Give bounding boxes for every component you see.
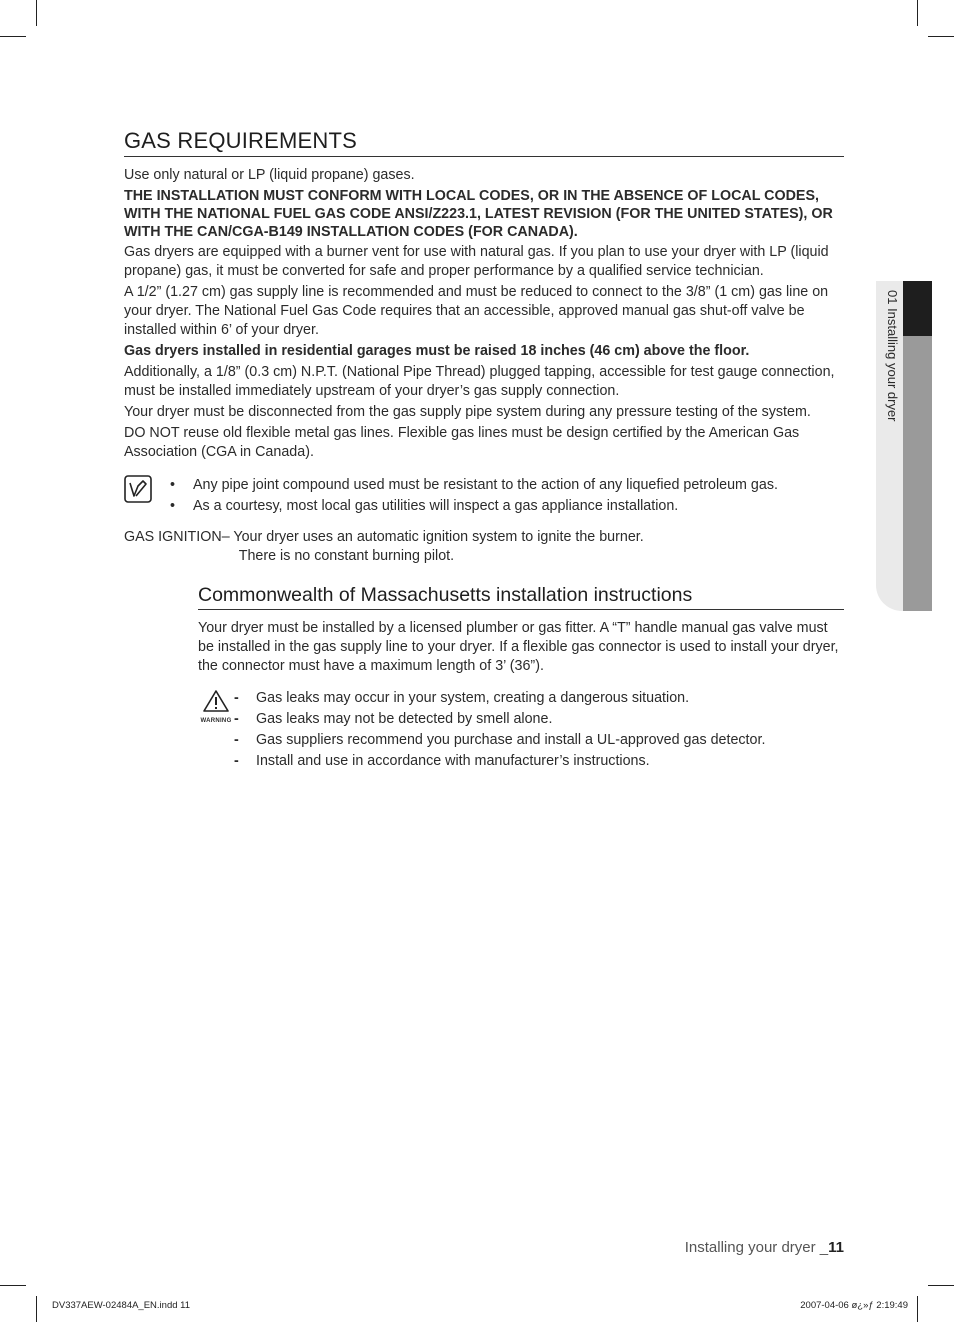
crop-mark	[0, 1285, 26, 1286]
page-footer	[685, 1239, 844, 1256]
tapping-paragraph: Additionally, a 1/8” (0.3 cm) N.P.T. (National Pipe Thread) plugged tapping, accessible for test gauge connection, must be installed immediately upstream of your dryer’s gas supply connection.	[124, 364, 835, 399]
lp-paragraph: Gas dryers are equipped with a burner vent for use with natural gas. If you plan to use your dryer with LP (liquid propane) gas, it must be converted for safe and proper performance by a qualified service technician.	[124, 244, 829, 279]
code-notice: THE INSTALLATION MUST CONFORM WITH LOCAL CODES, OR IN THE ABSENCE OF LOCAL CODES, WITH THE NATIONAL FUEL GAS CODE ANSI/Z223.1, LATEST REVISION (FOR THE UNITED STATES), OR WITH THE CAN/CGA-B149 INSTALLATION CODES (FOR CANADA).	[124, 188, 833, 240]
crop-mark	[36, 0, 37, 26]
page-title: GAS REQUIREMENTS	[124, 128, 844, 157]
massachusetts-paragraph: Your dryer must be installed by a licensed plumber or gas fitter. A “T” handle manual gas valve must be installed in the gas supply line to your dryer. If a flexible gas connector is used to install your dryer, the connector must have a maximum length of 3’ (36”).	[198, 620, 839, 674]
supply-line-paragraph: A 1/2” (1.27 cm) gas supply line is recommended and must be reduced to connect to the 3/8” (1 cm) gas line on your dryer. The National Fuel Gas Code requires that an accessible, approved manual gas shut-off valve be installed within 6’ of your dryer.	[124, 284, 829, 338]
crop-mark	[917, 1296, 918, 1322]
do-not-text: reuse old flexible metal gas lines. Flexible gas lines must be design certified by the American Gas Association (CGA in Canada).	[124, 425, 800, 460]
list-item: - Gas leaks may not be detected by smell alone.	[234, 709, 765, 730]
chapter-tab-strip	[903, 336, 932, 611]
warning-list	[234, 688, 765, 772]
gas-ignition-label: GAS IGNITION	[124, 529, 222, 545]
crop-mark	[928, 1285, 954, 1286]
warning-symbol	[198, 688, 234, 772]
page-number: 11	[828, 1239, 844, 1256]
massachusetts-section	[198, 584, 844, 772]
list-item: • Any pipe joint compound used must be resistant to the action of any liquefied petroleum gas.	[170, 475, 778, 496]
crop-mark	[917, 0, 918, 26]
list-item: - Gas leaks may occur in your system, creating a dangerous situation.	[234, 688, 765, 709]
chapter-tab-marker	[903, 281, 932, 336]
footer-text: Installing your dryer _	[684, 1239, 829, 1256]
list-item: - Install and use in accordance with manufacturer’s instructions.	[234, 751, 765, 772]
disconnect-paragraph: Your dryer must be disconnected from the gas supply pipe system during any pressure testing of the system.	[124, 404, 811, 420]
do-not-paragraph	[124, 424, 844, 462]
warning-box	[198, 688, 844, 772]
list-item: • As a courtesy, most local gas utilities will inspect a gas appliance installation.	[170, 496, 778, 517]
page-content	[124, 128, 844, 772]
warning-label: WARNING	[200, 718, 232, 724]
note-box	[124, 475, 844, 517]
gas-ignition	[124, 528, 844, 566]
gas-ignition-line1: – Your dryer uses an automatic ignition system to ignite the burner.	[221, 529, 644, 545]
slug-file-info: DV337AEW-02484A_EN.indd 11	[52, 1300, 191, 1311]
do-not-label: DO NOT	[124, 425, 180, 441]
crop-mark	[36, 1296, 37, 1322]
crop-mark	[0, 36, 26, 37]
gas-ignition-line2: There is no constant burning pilot.	[238, 548, 455, 564]
chapter-tab-label: 01 Installing your dryer	[885, 290, 900, 422]
list-item: - Gas suppliers recommend you purchase and install a UL-approved gas detector.	[234, 730, 765, 751]
slug-timestamp: 2007-04-06 ø¿»ƒ 2:19:49	[800, 1300, 908, 1311]
warning-triangle-icon	[203, 690, 229, 712]
garage-notice: Gas dryers installed in residential garages must be raised 18 inches (46 cm) above the floor.	[124, 343, 750, 359]
crop-mark	[928, 36, 954, 37]
section-heading: Commonwealth of Massachusetts installation instructions	[198, 584, 844, 610]
intro-text: Use only natural or LP (liquid propane) gases.	[124, 167, 415, 183]
note-pencil-icon	[124, 475, 152, 503]
note-list	[170, 475, 778, 517]
